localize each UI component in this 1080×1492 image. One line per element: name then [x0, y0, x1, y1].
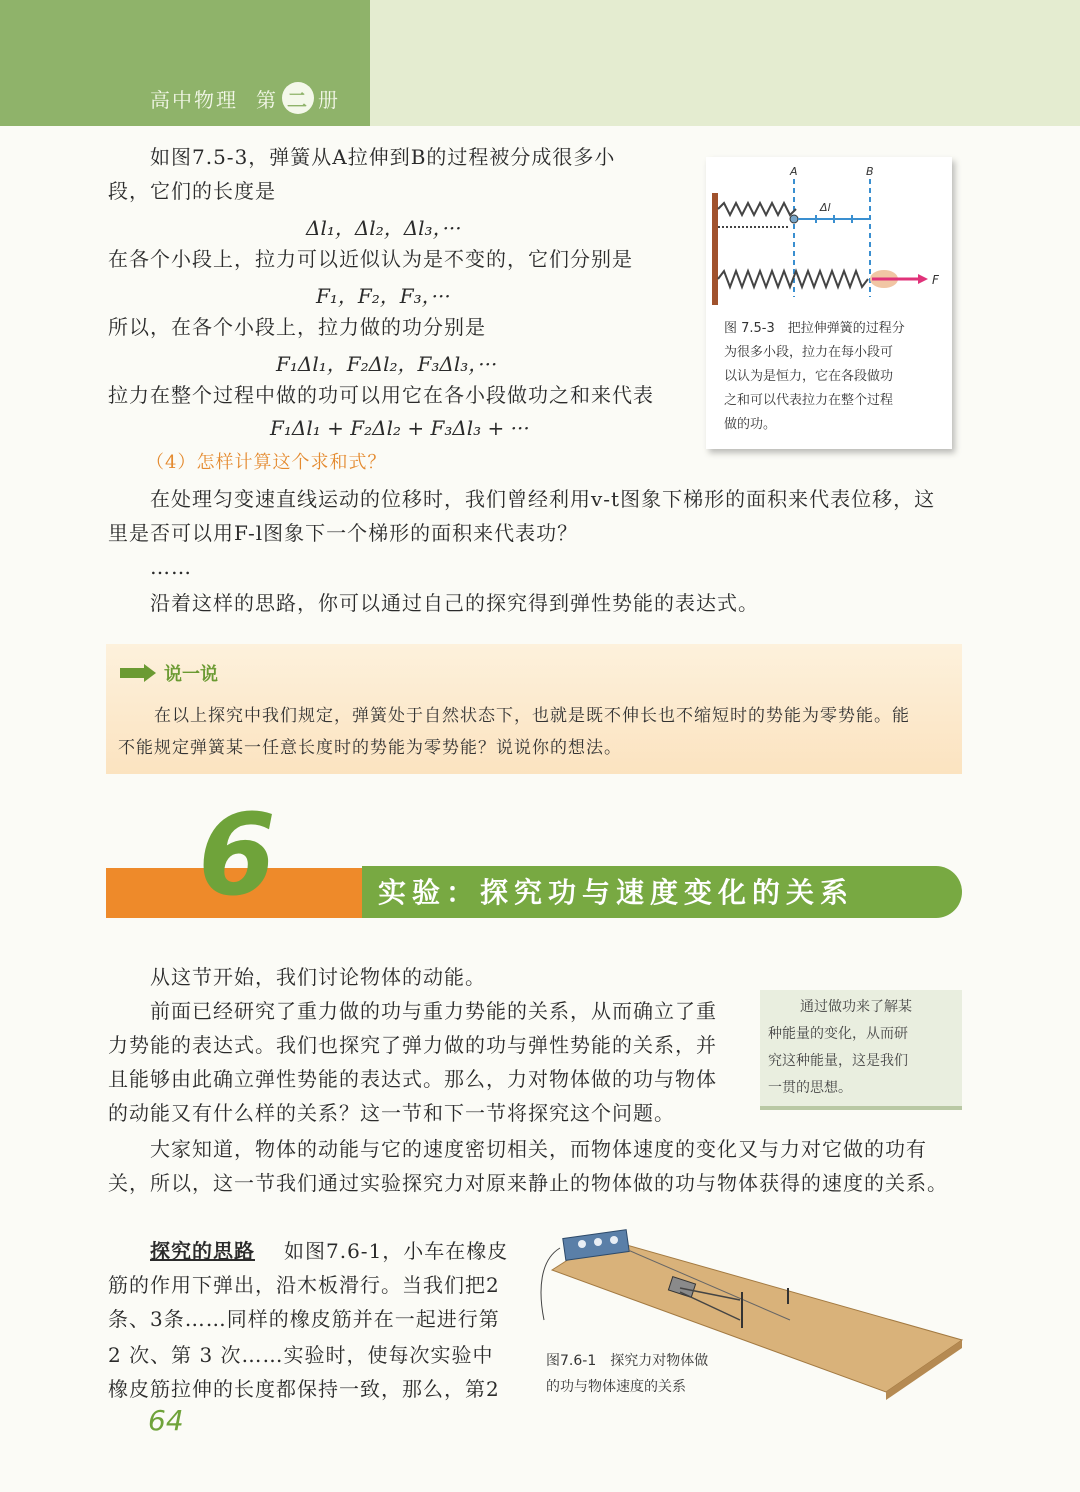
volume-prefix: 第 — [256, 87, 278, 112]
note-line: 究这种能量，这是我们 — [768, 1053, 908, 1069]
caption-line: 图7.6-1 探究力对物体做 — [546, 1353, 709, 1369]
timer-dial — [594, 1238, 602, 1246]
volume-suffix: 册 — [318, 87, 340, 112]
text-line: 前面已经研究了重力做的功与重力势能的关系，从而确立了重 — [150, 999, 717, 1023]
label-dl: Δl — [820, 201, 831, 214]
timer-dial — [578, 1240, 586, 1248]
speech-arrow-icon — [118, 664, 158, 682]
discussion-line: 在以上探究中我们规定，弹簧处于自然状态下，也就是既不伸长也不缩短时的势能为零势能。能 — [154, 706, 910, 726]
caption-line: 为很多小段，拉力在每小段可 — [724, 345, 894, 360]
text-line: 关，所以，这一节我们通过实验探究力对原来静止的物体做的功与物体获得的速度的关系。 — [108, 1171, 948, 1195]
book-title: 高中物理 — [150, 87, 238, 112]
equation: F₁Δl₁ + F₂Δl₂ + F₃Δl₃ + ··· — [270, 416, 530, 440]
text-line: 从这节开始，我们讨论物体的动能。 — [150, 965, 486, 989]
book-header — [150, 82, 340, 114]
text-line: 力势能的表达式。我们也探究了弹力做的功与弹性势能的关系，并 — [108, 1033, 717, 1057]
text-line: 且能够由此确立弹性势能的表达式。那么，力对物体做的功与物体 — [108, 1067, 717, 1091]
label-a: A — [790, 165, 798, 178]
discussion-title — [118, 660, 218, 686]
text-line: 拉力在整个过程中做的功可以用它在各小段做功之和来代表 — [108, 383, 654, 407]
text-line: 沿着这样的思路，你可以通过自己的探究得到弹性势能的表达式。 — [150, 591, 759, 615]
section-title: 实验：探究功与速度变化的关系 — [378, 876, 855, 909]
point-a — [790, 215, 798, 223]
caption-line: 做的功。 — [724, 417, 777, 432]
ellipsis: …… — [150, 555, 192, 579]
figure-caption — [724, 317, 905, 437]
text-line: 段，它们的长度是 — [108, 179, 276, 203]
text-line: 大家知道，物体的动能与它的速度密切相关，而物体速度的变化又与力对它做的功有 — [150, 1137, 927, 1161]
text-line: 在各个小段上，拉力可以近似认为是不变的，它们分别是 — [108, 247, 633, 271]
idea-title: 探究的思路 — [150, 1239, 255, 1263]
figure-caption-7-6-1 — [546, 1348, 708, 1400]
volume-number-badge: 二 — [282, 82, 314, 114]
text-line: 所以，在各个小段上，拉力做的功分别是 — [108, 315, 486, 339]
text-line: 筋的作用下弹出，沿木板滑行。当我们把2 — [108, 1273, 500, 1297]
note-line: 种能量的变化，从而研 — [768, 1026, 908, 1042]
text-line: 橡皮筋拉伸的长度都保持一致，那么，第2 — [108, 1377, 500, 1401]
compressed-spring — [718, 203, 796, 215]
note-line: 通过做功来了解某 — [800, 999, 912, 1015]
discussion-title-text: 说一说 — [164, 664, 218, 685]
caption-line: 图 7.5-3 把拉伸弹簧的过程分 — [724, 321, 905, 336]
equation: Δl₁，Δl₂，Δl₃，··· — [306, 216, 462, 240]
label-b: B — [866, 165, 874, 178]
equation: F₁Δl₁，F₂Δl₂，F₃Δl₃，··· — [276, 352, 498, 376]
timer-dial — [610, 1236, 618, 1244]
note-line: 一贯的思想。 — [768, 1080, 852, 1096]
figure-7-5-3 — [706, 157, 952, 449]
text-line: 条、3条……同样的橡皮筋并在一起进行第 — [108, 1307, 500, 1331]
force-arrowhead — [918, 274, 928, 284]
label-f: F — [932, 273, 939, 287]
header-band-right — [370, 0, 1080, 126]
text-line: 2 次、第 3 次……实验时，使每次实验中 — [108, 1343, 494, 1367]
text-line: 里是否可以用F-l图象下一个梯形的面积来代表功？ — [108, 521, 579, 545]
caption-line: 以认为是恒力，它在各段做功 — [724, 369, 894, 384]
page-number: 64 — [148, 1404, 184, 1437]
section-number: 6 — [198, 791, 276, 921]
caption-line: 的功与物体速度的关系 — [546, 1379, 686, 1395]
discussion-line: 不能规定弹簧某一任意长度时的势能为零势能？说说你的想法。 — [118, 738, 622, 758]
text-line: 的动能又有什么样的关系？这一节和下一节将探究这个问题。 — [108, 1101, 675, 1125]
text-line: 如图7.5-3，弹簧从A拉伸到B的过程被分成很多小 — [150, 145, 616, 169]
equation: F₁，F₂，F₃，··· — [316, 284, 451, 308]
wall — [712, 193, 718, 305]
text-line: 在处理匀变速直线运动的位移时，我们曾经利用v-t图象下梯形的面积来代表位移，这 — [150, 487, 936, 511]
caption-line: 之和可以代表拉力在整个过程 — [724, 393, 894, 408]
text-line: 如图7.6-1，小车在橡皮 — [284, 1239, 509, 1263]
spring-diagram — [706, 157, 952, 307]
cable — [541, 1248, 560, 1320]
question-heading: （4）怎样计算这个求和式？ — [146, 452, 387, 473]
